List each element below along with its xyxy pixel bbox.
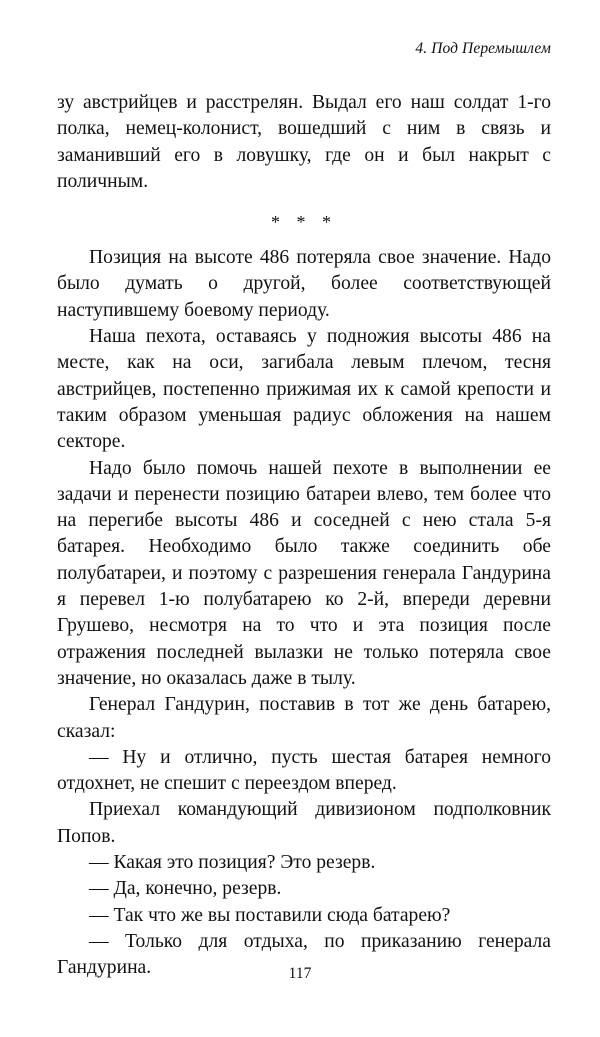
paragraph: Наша пехота, оставаясь у подножия высоты 486 на месте, как на оси, загибала левым плечом, тесня австрийцев, постепенно прижимая их к самой крепости и таким образом уменьшая радиус обложения на нашем секторе. bbox=[57, 326, 551, 453]
dialogue-line: — Ну и отлично, пусть шестая батарея немного отдохнет, не спешит с переездом вперед. bbox=[57, 746, 551, 795]
paragraph: Позиция на высоте 486 потеряла свое значение. Надо было думать о другой, более соответствующей наступившему боевому периоду. bbox=[57, 247, 551, 321]
dialogue-line: — Только для отдыха, по приказанию генерала Гандурина. bbox=[57, 930, 551, 979]
dialogue-line: — Какая это позиция? Это резерв. bbox=[89, 852, 376, 874]
section-separator: * * * bbox=[271, 212, 337, 233]
body-text bbox=[57, 90, 551, 982]
paragraph: Приехал командующий дивизионом подполковник Попов. bbox=[57, 799, 551, 847]
dialogue-line: — Так что же вы поставили сюда батарею? bbox=[89, 904, 451, 926]
page-number: 117 bbox=[288, 965, 312, 982]
paragraph: Генерал Гандурин, поставив в тот же день батарею, сказал: bbox=[57, 694, 551, 742]
running-head: 4. Под Перемышлем bbox=[415, 40, 551, 57]
paragraph-continuation: зу австрийцев и расстрелян. Выдал его наш солдат 1-го полка, немец-колонист, вошедший с ним в связь и заманивший его в ловушку, где он и был накрыт с поличным. bbox=[57, 92, 551, 192]
paragraph: Надо было помочь нашей пехоте в выполнении ее задачи и перенести позицию батареи влево, тем более что на перегибе высоты 486 и соседней с нею стала 5-я батарея. Необходимо было также соединить обе полубатареи, и поэтому с разрешения генерала Гандурина я перевел 1-ю полубатарею ко 2-й, впереди деревни Грушево, несмотря на то что и эта позиция после отражения последней вылазки не только потеряла свое значение, но оказалась даже в тылу. bbox=[57, 457, 551, 689]
dialogue-line: — Да, конечно, резерв. bbox=[89, 878, 282, 900]
